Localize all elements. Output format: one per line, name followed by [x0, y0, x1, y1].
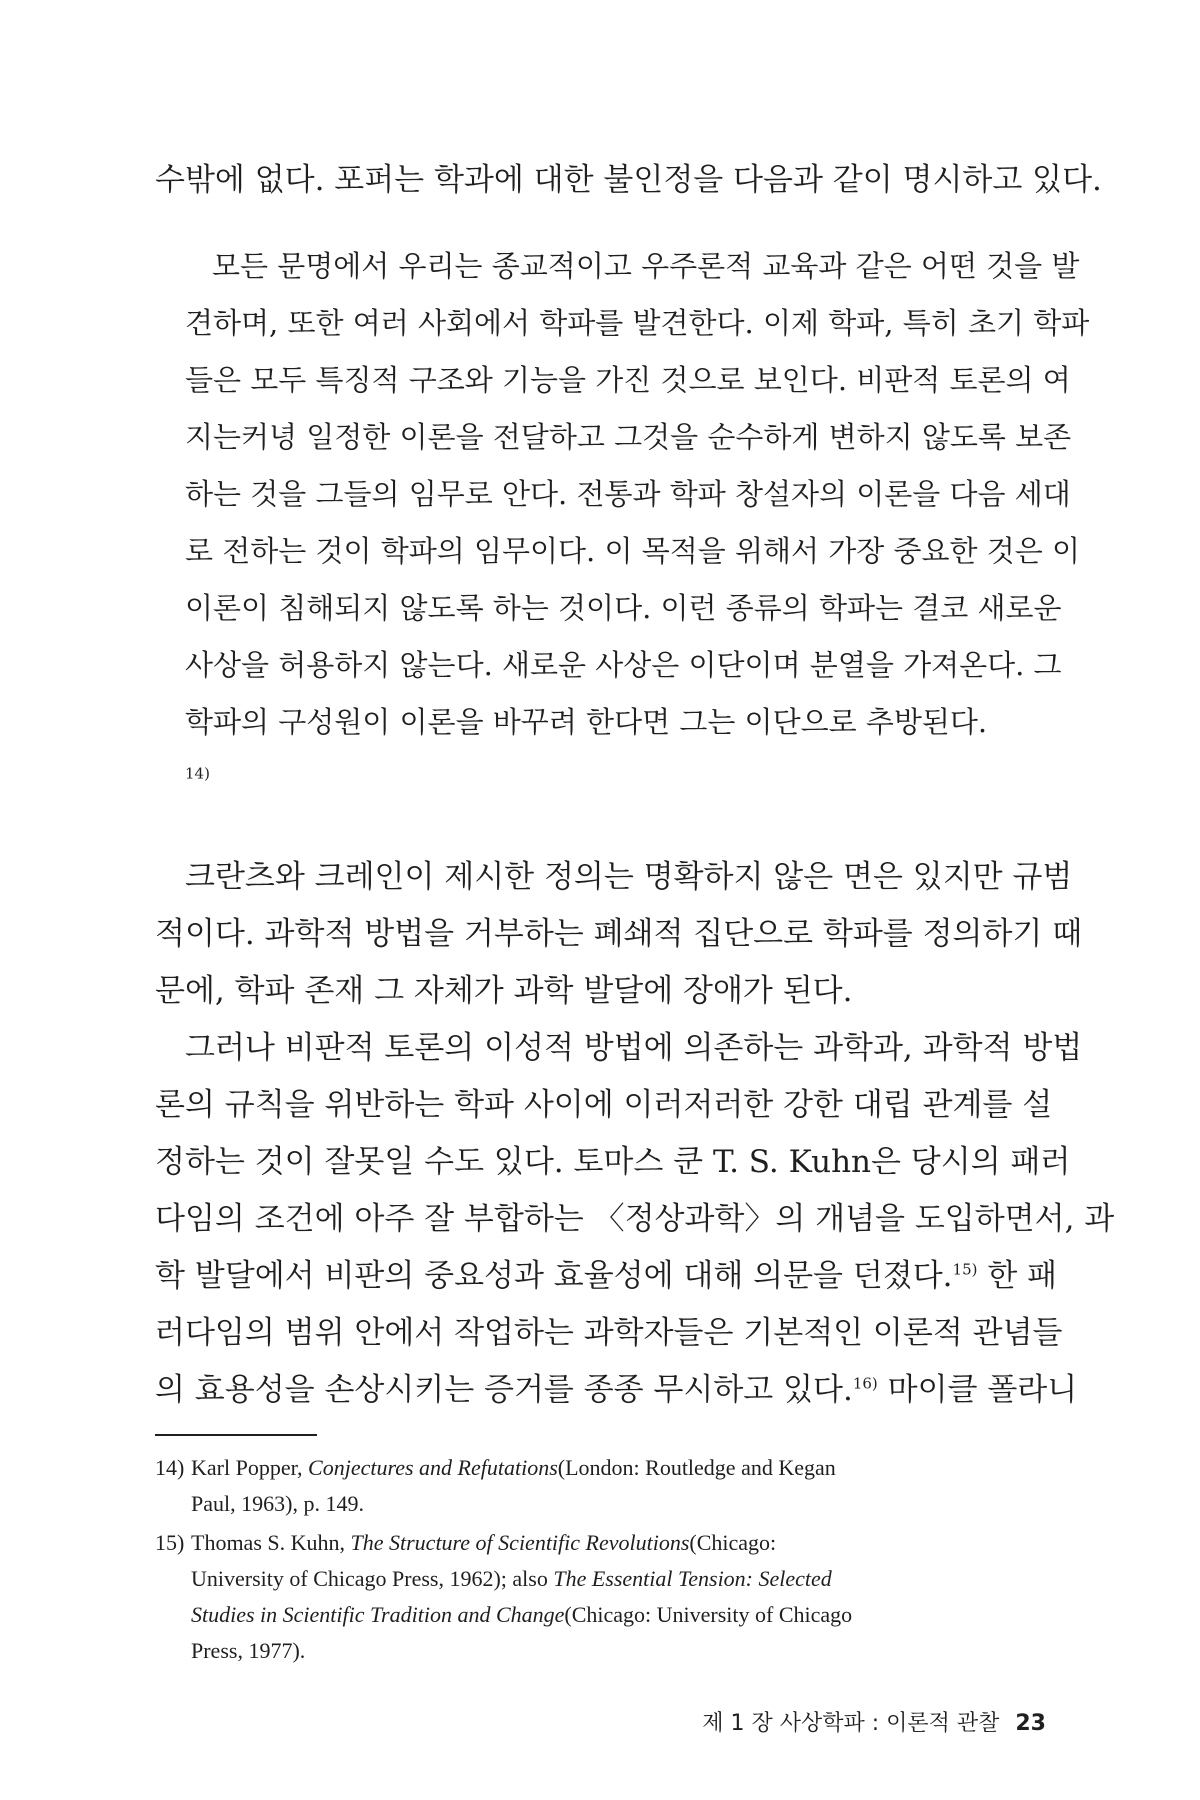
- body-line-1: 크란츠와 크레인이 제시한 정의는 명확하지 않은 면은 있지만 규범: [185, 859, 1073, 895]
- footnote-reference-14: 14): [185, 764, 210, 783]
- intro-line: 수밖에 없다. 포퍼는 학과에 대한 불인정을 다음과 같이 명시하고 있다.: [155, 162, 1102, 198]
- footnote-15-title-2a: The Essential Tension: Selected: [553, 1566, 832, 1591]
- footnote-15-author: Thomas S. Kuhn,: [191, 1530, 351, 1555]
- body-line-3: 문에, 학파 존재 그 자체가 과학 발달에 장애가 된다.: [155, 973, 853, 1009]
- body-line-2: 적이다. 과학적 방법을 거부하는 폐쇄적 집단으로 학파를 정의하기 때: [155, 916, 1083, 952]
- footnote-14-title: Conjectures and Refutations: [308, 1455, 558, 1480]
- body-line-9: 러다임의 범위 안에서 작업하는 과학자들은 기본적인 이론적 관념들: [155, 1315, 1063, 1351]
- page-number: 23: [1015, 1711, 1046, 1736]
- footnote-14-line-1: [155, 1453, 1055, 1483]
- footnote-15-title-1: The Structure of Scientific Revolutions: [350, 1530, 690, 1555]
- body-line-10-text: 의 효용성을 손상시키는 증거를 종종 무시하고 있다.: [155, 1372, 853, 1408]
- footnote-divider: [155, 1434, 317, 1436]
- body-line-8-tail: 한 패: [977, 1258, 1058, 1294]
- body-line-7: 다임의 조건에 아주 잘 부합하는 〈정상과학〉의 개념을 도입하면서, 과: [155, 1201, 1115, 1237]
- quote-line-5: 하는 것을 그들의 임무로 안다. 전통과 학파 창설자의 이론을 다음 세대: [185, 477, 1071, 511]
- quote-line-8: 사상을 허용하지 않는다. 새로운 사상은 이단이며 분열을 가져온다. 그: [185, 648, 1062, 682]
- footnote-15-line-3: [155, 1600, 1091, 1630]
- footnote-15-publication-3: (Chicago: University of Chicago: [564, 1602, 853, 1627]
- running-footer: [702, 1709, 1046, 1739]
- footnote-15-publication-1: (Chicago:: [689, 1530, 777, 1555]
- quote-line-2: 견하며, 또한 여러 사회에서 학파를 발견한다. 이제 학파, 특히 초기 학파: [185, 306, 1090, 340]
- footnote-14-author: Karl Popper,: [191, 1455, 309, 1480]
- footnote-14-number: 14): [155, 1455, 185, 1480]
- footnote-reference-15: 15): [952, 1260, 978, 1279]
- body-line-10: [0, 1370, 1200, 1410]
- footnote-15-line-4: Press, 1977).: [191, 1638, 306, 1663]
- footnote-14-publication-1: (London: Routledge and Kegan: [557, 1455, 836, 1480]
- quote-line-9: 학파의 구성원이 이론을 바꾸려 한다면 그는 이단으로 추방된다.: [185, 705, 988, 739]
- quote-line-4: 지는커녕 일정한 이론을 전달하고 그것을 순수하게 변하지 않도록 보존: [185, 420, 1072, 454]
- body-line-6: 정하는 것이 잘못일 수도 있다. 토마스 쿤 T. S. Kuhn은 당시의 패러: [155, 1144, 1071, 1180]
- quote-line-6: 로 전하는 것이 학파의 임무이다. 이 목적을 위해서 가장 중요한 것은 이: [185, 534, 1081, 568]
- footnote-14-line-2: Paul, 1963), p. 149.: [191, 1491, 364, 1516]
- body-line-5: 론의 규칙을 위반하는 학파 사이에 이러저러한 강한 대립 관계를 설: [155, 1087, 1053, 1123]
- body-line-8: [0, 1256, 1200, 1296]
- quote-line-7: 이론이 침해되지 않도록 하는 것이다. 이런 종류의 학파는 결코 새로운: [185, 591, 1062, 625]
- footnote-15-line-1: [155, 1528, 1055, 1558]
- body-line-10-tail: 마이클 폴라니: [877, 1372, 1078, 1408]
- quote-line-10: [0, 760, 1200, 798]
- running-head: 제 1 장 사상학파 : 이론적 관찰: [702, 1711, 1000, 1736]
- body-line-8-text: 학 발달에서 비판의 중요성과 효율성에 대해 의문을 던졌다.: [155, 1258, 953, 1294]
- body-line-4: 그러나 비판적 토론의 이성적 방법에 의존하는 과학과, 과학적 방법: [185, 1030, 1083, 1066]
- footnote-reference-16: 16): [852, 1374, 878, 1393]
- quote-line-1: 모든 문명에서 우리는 종교적이고 우주론적 교육과 같은 어떤 것을 발: [212, 249, 1080, 283]
- quote-line-3: 들은 모두 특징적 구조와 기능을 가진 것으로 보인다. 비판적 토론의 여: [185, 363, 1071, 397]
- footnote-15-title-2b: Studies in Scientific Tradition and Change: [191, 1602, 565, 1627]
- footnote-15-line-2: [155, 1564, 1091, 1594]
- footnote-15-number: 15): [155, 1530, 185, 1555]
- footnote-15-publication-2: University of Chicago Press, 1962); also: [191, 1566, 554, 1591]
